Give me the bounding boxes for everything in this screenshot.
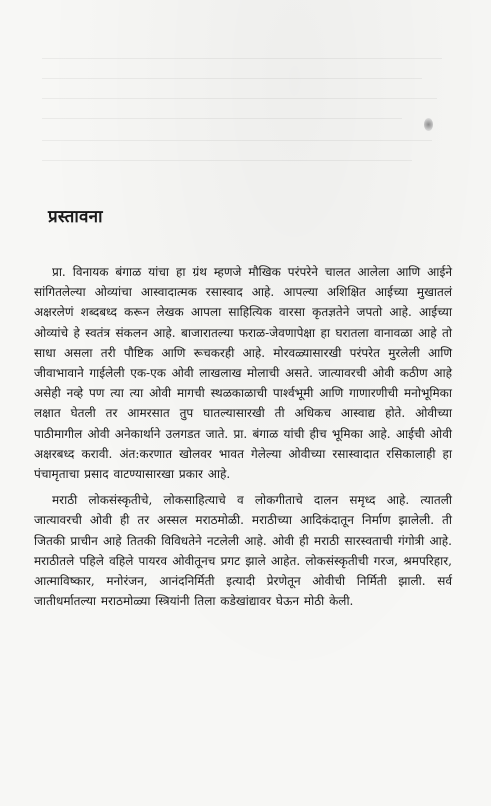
- show-through-line: [42, 140, 432, 141]
- show-through-line: [42, 118, 402, 119]
- show-through-line: [42, 58, 442, 59]
- scan-speck: [424, 118, 433, 131]
- paragraph-1: प्रा. विनायक बंगाळ यांचा हा ग्रंथ म्हणजे मौखिक परंपरेने चालत आलेला आणि आईने सांगितलेल्या ओव्यांचा आस्वादात्मक रसास्वाद आहे. आपल्या अशिक्षित आईच्या मुखातलं अक्षरलेणं शब्दबध्द करून लेखक आपला साहित्यिक वारसा कृतज्ञतेने जपतो आहे. आईच्या ओव्यांचे हे स्वतंत्र संकलन आहे. बाजारातल्या फराळ-जेवणापेक्षा हा घरातला वानावळा आहे तो साधा असला तरी पौष्टिक आणि रूचकरही आहे. मोरवळ्यासारखी परंपरेत मुरलेली आणि जीवाभावाने गाईलेली एक-एक ओवी लाखलाख मोलाची असते. जात्यावरची ओवी कठीण आहे असेही नव्हे पण त्या त्या ओवी मागची स्थळकाळाची पार्श्वभूमी आणि गाणारणीची मनोभूमिका लक्षात घेतली तर आमरसात तुप घातल्यासारखी ती अधिकच आस्वाद्य होते. ओवीच्या पाठीमागील ओवी अनेकार्थाने उलगडत जाते. प्रा. बंगाळ यांची हीच भूमिका आहे. आईची ओवी अक्षरबध्द करावी. अंत:करणात खोलवर भावत गेलेल्या ओवीच्या रसास्वादात रसिकालाही हा पंचामृताचा प्रसाद वाटण्यासारखा प्रकार आहे.: [34, 265, 452, 482]
- show-through-line: [42, 78, 422, 79]
- show-through-line: [42, 98, 437, 99]
- show-through-line: [42, 160, 412, 161]
- body-text: [34, 262, 452, 611]
- paragraph-2: मराठी लोकसंस्कृतीचे, लोकसाहित्याचे व लोकगीताचे दालन समृध्द आहे. त्यातली जात्यावरची ओवी ही तर अस्सल मराठमोळी. मराठीच्या आदिकंदातून निर्माण झालेली. ती जितकी प्राचीन आहे तितकी विविधतेने नटलेली आहे. ओवी ही मराठी सारस्वताची गंगोत्री आहे. मराठीतले पहिले वहिले पायरव ओवीतूनच प्रगट झाले आहेत. लोकसंस्कृतीची गरज, श्रमपरिहार, आत्माविष्कार, मनोरंजन, आनंदनिर्मिती इत्यादी प्रेरणेतून ओवीची निर्मिती झाली. सर्व जातीधर्मातल्या मराठमोळ्या स्त्रियांनी तिला कडेखांद्यावर घेऊन मोठी केली.: [34, 493, 452, 609]
- page-title: प्रस्तावना: [48, 207, 103, 227]
